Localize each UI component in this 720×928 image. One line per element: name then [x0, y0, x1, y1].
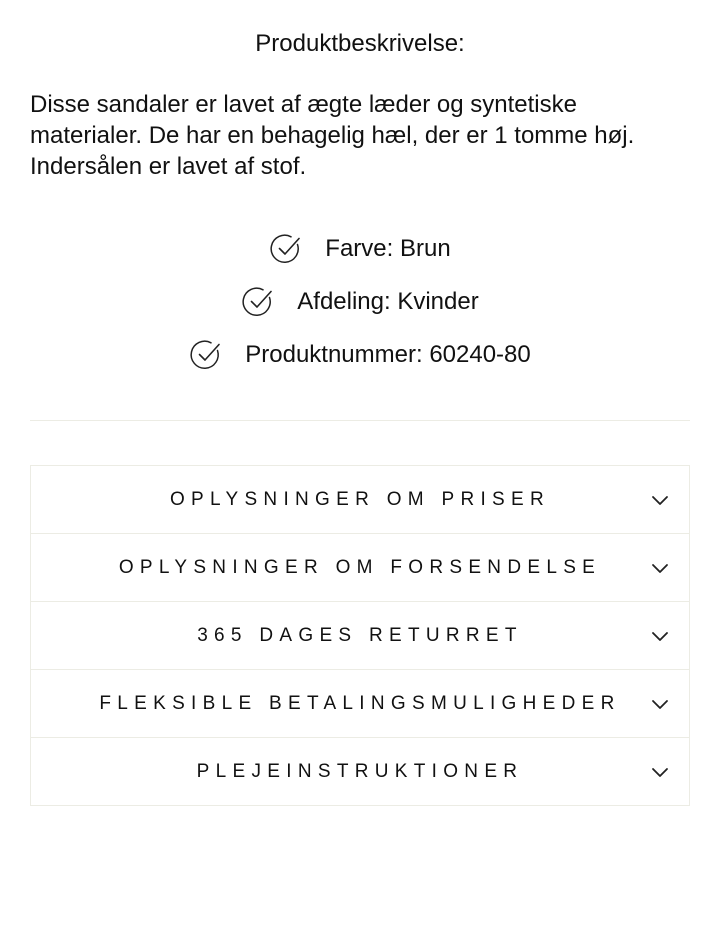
accordion-label: OPLYSNINGER OM PRISER	[169, 488, 551, 510]
check-circle-icon	[269, 232, 303, 266]
feature-item-product-number	[189, 328, 531, 381]
check-circle-icon	[241, 285, 275, 319]
feature-item-department	[241, 275, 478, 328]
chevron-down-icon	[651, 767, 669, 779]
accordion-label: PLEJEINSTRUKTIONER	[196, 760, 524, 782]
product-description-section	[30, 0, 690, 806]
accordion-label: OPLYSNINGER OM FORSENDELSE	[118, 556, 602, 578]
check-circle-icon	[189, 338, 223, 372]
accordion-item-care[interactable]	[31, 738, 689, 805]
feature-text: Afdeling: Kvinder	[297, 287, 479, 315]
accordion-item-returns[interactable]	[31, 602, 689, 670]
section-divider	[30, 420, 690, 421]
chevron-down-icon	[651, 631, 669, 643]
feature-item-color	[269, 222, 450, 275]
chevron-down-icon	[651, 699, 669, 711]
info-accordion	[30, 465, 690, 806]
accordion-item-shipping[interactable]	[31, 534, 689, 602]
feature-text: Produktnummer: 60240-80	[245, 340, 531, 368]
feature-list	[30, 222, 690, 381]
accordion-label: 365 DAGES RETURRET	[197, 624, 523, 646]
chevron-down-icon	[651, 495, 669, 507]
accordion-label: FLEKSIBLE BETALINGSMULIGHEDER	[99, 692, 621, 714]
accordion-item-payment[interactable]	[31, 670, 689, 738]
accordion-item-pricing[interactable]	[31, 466, 689, 534]
feature-text: Farve: Brun	[325, 234, 451, 262]
description-text: Disse sandaler er lavet af ægte læder og syntetiske materialer. De har en behagelig hæl, der er 1 tomme høj. Indersålen er lavet af stof.	[30, 91, 635, 180]
description-heading: Produktbeskrivelse:	[255, 30, 465, 57]
chevron-down-icon	[651, 563, 669, 575]
